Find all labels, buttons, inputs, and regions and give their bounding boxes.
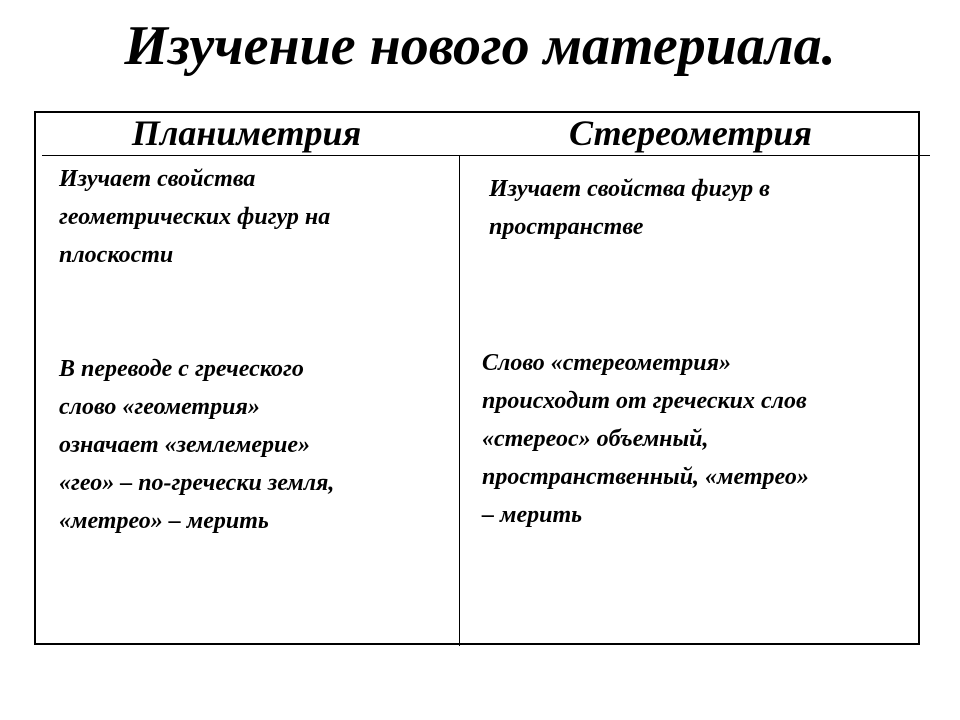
planimetry-etymology: В переводе с греческого слово «геометрия» означает «землемерие» «гео» – по-гречески земля, «метрео» – мерить (59, 356, 335, 534)
header-divider-line (42, 155, 930, 156)
slide-title: Изучение нового материала. (124, 15, 836, 77)
stereometry-definition: Изучает свойства фигур в пространстве (489, 176, 770, 240)
stereometry-header: Стереометрия (569, 113, 812, 153)
planimetry-header: Планиметрия (131, 113, 362, 153)
planimetry-definition: Изучает свойства геометрических фигур на плоскости (59, 166, 331, 268)
stereometry-etymology: Слово «стереометрия» происходит от греческих слов «стереос» объемный, пространственный, «метрео» – мерить (482, 350, 809, 528)
column-divider-line (459, 156, 460, 646)
